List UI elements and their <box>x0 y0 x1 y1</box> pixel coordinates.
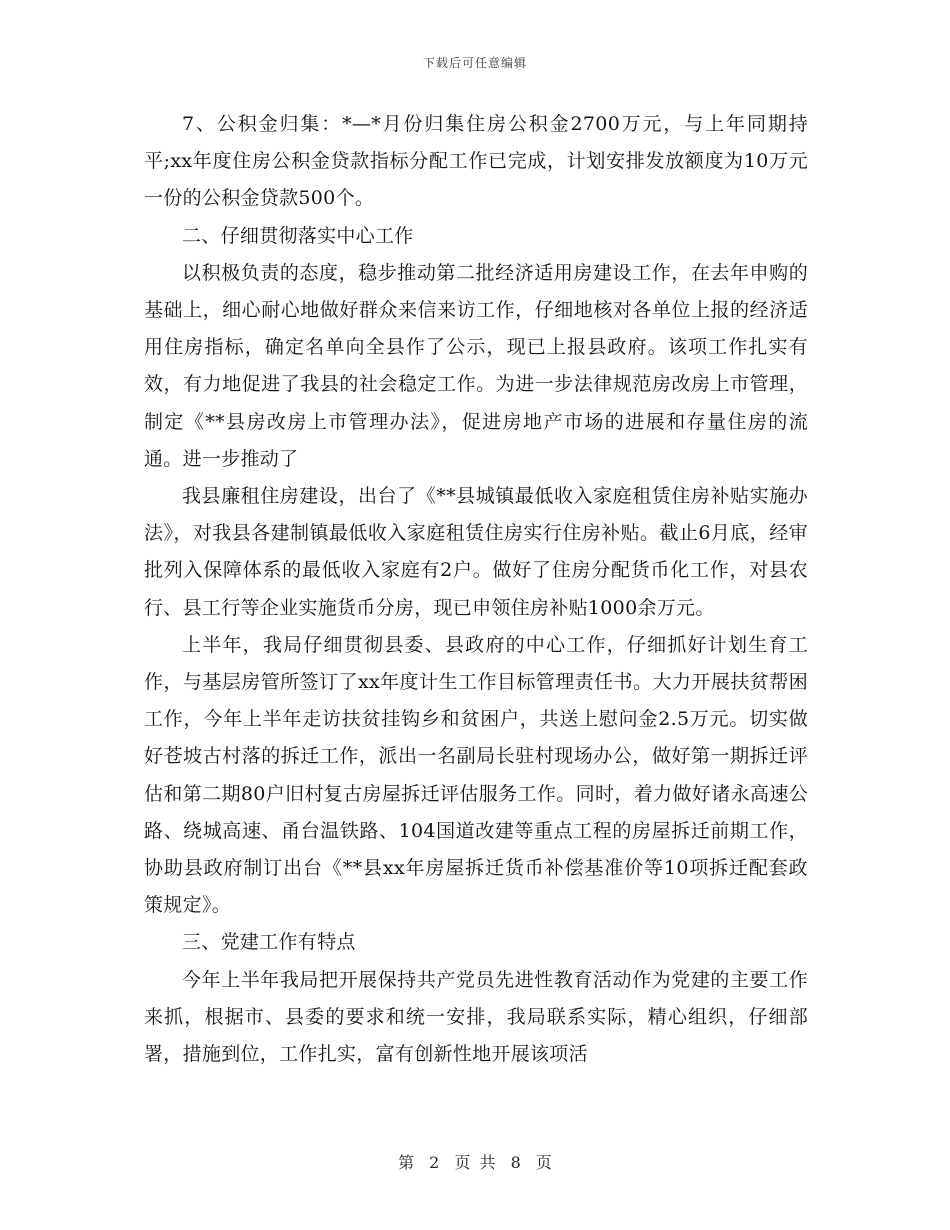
paragraph-affordable-housing: 以积极负责的态度，稳步推动第二批经济适用房建设工作，在去年申购的基础上，细心耐心地做好群众来信来访工作，仔细地核对各单位上报的经济适用住房指标，确定名单向全县作了公示，现已上报县政府。该项工作扎实有效，有力地促进了我县的社会稳定工作。为进一步法律规范房改房上市管理，制定《**县房改房上市管理办法》，促进房地产市场的进展和存量住房的流通。进一步推动了 <box>144 261 808 470</box>
page-footer <box>0 1150 950 1173</box>
page-header: 下载后可任意编辑 <box>422 56 527 70</box>
footer-suffix: 页 <box>535 1153 552 1172</box>
footer-middle: 页 共 <box>454 1153 496 1172</box>
section-heading-3: 三、党建工作有特点 <box>182 931 356 954</box>
document-body <box>144 106 808 1073</box>
paragraph-party-building: 今年上半年我局把开展保持共产党员先进性教育活动作为党建的主要工作来抓，根据市、县委的要求和统一安排，我局联系实际，精心组织，仔细部署，措施到位，工作扎实，富有创新性地开展该项活 <box>144 968 808 1066</box>
paragraph-low-rent-housing: 我县廉租住房建设，出台了《**县城镇最低收入家庭租赁住房补贴实施办法》，对我县各建制镇最低收入家庭租赁住房实行住房补贴。截止6月底，经审批列入保障体系的最低收入家庭有2户。做好了住房分配货币化工作，对县农行、县工行等企业实施货币分房，现已申领住房补贴1000余万元。 <box>144 485 808 619</box>
page-total: 8 <box>510 1153 521 1172</box>
page-number: 2 <box>429 1153 440 1172</box>
footer-prefix: 第 <box>398 1153 415 1172</box>
paragraph-housing-fund: 7、公积金归集：*—*月份归集住房公积金2700万元，与上年同期持平;xx年度住房公积金贷款指标分配工作已完成，计划安排发放额度为10万元一份的公积金贷款500个。 <box>144 113 808 210</box>
section-heading-2: 二、仔细贯彻落实中心工作 <box>182 224 414 247</box>
paragraph-first-half-work: 上半年，我局仔细贯彻县委、县政府的中心工作，仔细抓好计划生育工作，与基层房管所签订了xx年度计生工作目标管理责任书。大力开展扶贫帮困工作，今年上半年走访扶贫挂钩乡和贫困户，共送上慰问金2.5万元。切实做好苍坡古村落的拆迁工作，派出一名副局长驻村现场办公，做好第一期拆迁评估和第二期80户旧村复古房屋拆迁评估服务工作。同时，着力做好诸永高速公路、绕城高速、甬台温铁路、104国道改建等重点工程的房屋拆迁前期工作，协助县政府制订出台《**县xx年房屋拆迁货币补偿基准价等10项拆迁配套政策规定》。 <box>144 633 808 917</box>
